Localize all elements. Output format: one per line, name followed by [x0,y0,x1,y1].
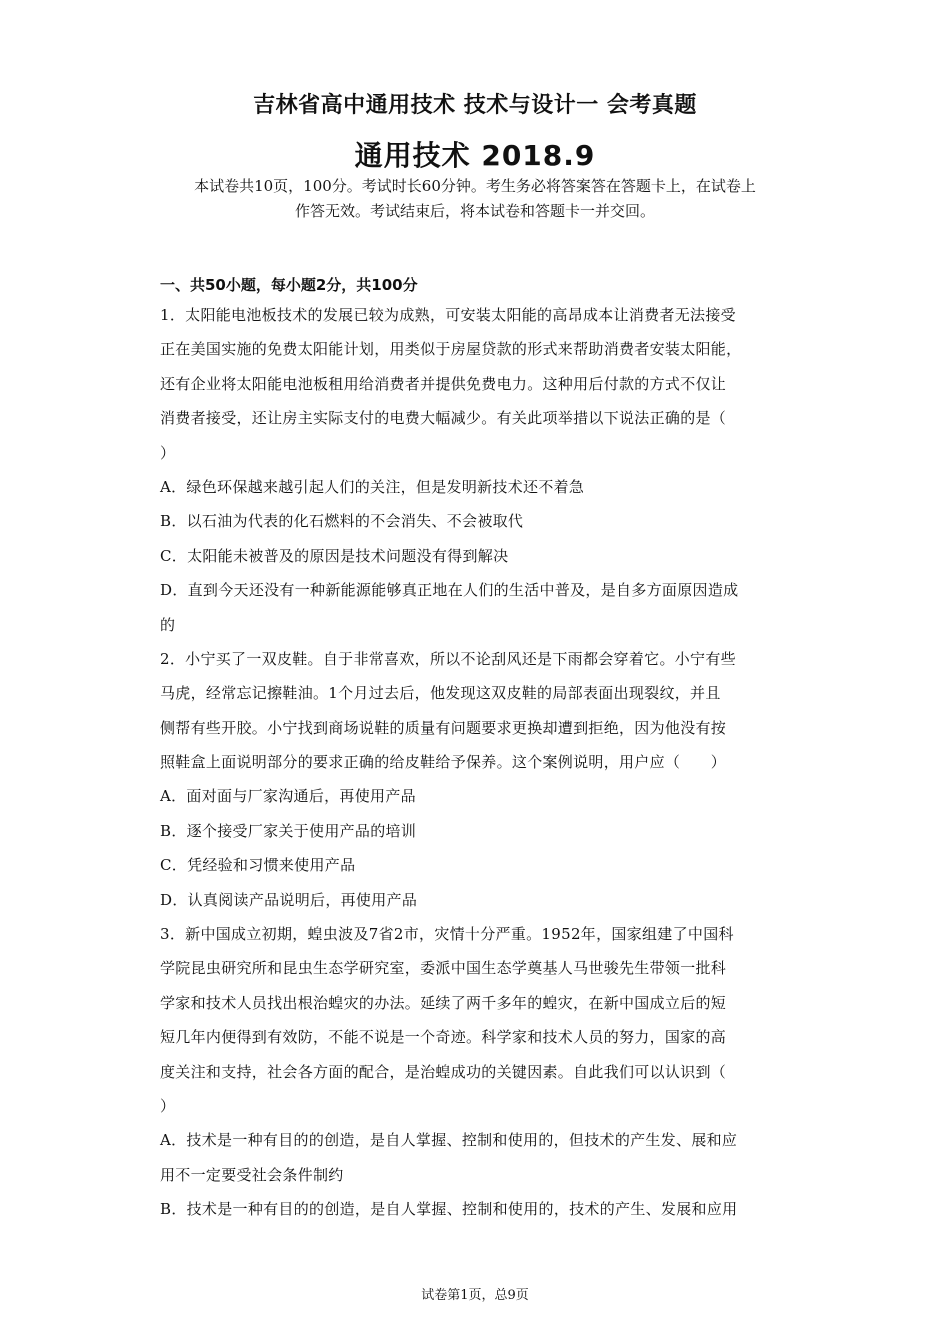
option-line: A．绿色环保越来越引起人们的关注，但是发明新技术还不着急 [160,477,585,496]
option-line: B．技术是一种有目的的创造，是自人掌握、控制和使用的，技术的产生、发展和应用 [160,1200,738,1219]
text-line: ） [160,1096,176,1115]
question-body [160,272,810,1227]
text-line: ） [160,443,176,462]
page-title: 吉林省高中通用技术 技术与设计一 会考真题 [253,93,697,118]
option-line: B．逐个接受厂家关于使用产品的培训 [160,821,417,840]
option-line: A．技术是一种有目的的创造，是自人掌握、控制和使用的，但技术的产生发、展和应 [160,1131,738,1150]
option-line: D．认真阅读产品说明后，再使用产品 [160,890,418,909]
text-line: 学家和技术人员找出根治蝗灾的办法。延续了两千多年的蝗灾，在新中国成立后的短 [160,993,727,1012]
text-line: 还有企业将太阳能电池板租用给消费者并提供免费电力。这种用后付款的方式不仅让 [160,374,727,393]
option-line: D．直到今天还没有一种新能源能够真正地在人们的生活中普及，是自多方面原因造成 [160,581,739,600]
text-line: 照鞋盒上面说明部分的要求正确的给皮鞋给予保养。这个案例说明，用户应（ ） [160,753,727,772]
text-line: 侧帮有些开胶。小宁找到商场说鞋的质量有问题要求更换却遭到拒绝，因为他没有按 [160,718,727,737]
text-line: 2．小宁买了一双皮鞋。自于非常喜欢，所以不论刮风还是下雨都会穿着它。小宁有些 [160,649,736,668]
text-line: 学院昆虫研究所和昆虫生态学研究室，委派中国生态学奠基人马世骏先生带领一批科 [160,959,727,978]
text-line: 3．新中国成立初期，蝗虫波及7省2市，灾情十分严重。1952年，国家组建了中国科 [160,925,734,944]
text-line: 1．太阳能电池板技术的发展已较为成熟，可安装太阳能的高昂成本让消费者无法接受 [160,306,736,324]
page-subtitle: 通用技术 2018.9 [354,139,596,172]
instructions-line: 作答无效。考试结束后，将本试卷和答题卡一并交回。 [294,202,655,220]
section-heading: 一、共50小题，每小题2分，共100分 [160,276,418,294]
text-line: 度关注和支持，社会各方面的配合，是治蝗成功的关键因素。自此我们可以认识到（ [160,1062,727,1081]
option-line: 的 [160,615,176,634]
text-line: 短几年内便得到有效防，不能不说是一个奇迹。科学家和技术人员的努力，国家的高 [160,1028,727,1047]
option-line: B．以石油为代表的化石燃料的不会消失、不会被取代 [160,512,524,531]
exam-instructions [150,174,800,224]
option-line: C．太阳能未被普及的原因是技术问题没有得到解决 [160,546,509,565]
option-line: C．凭经验和习惯来使用产品 [160,856,356,875]
instructions-line: 本试卷共10页，100分。考试时长60分钟。考生务必将答案答在答题卡上，在试卷上 [194,177,756,195]
text-line: 正在美国实施的免费太阳能计划，用类似于房屋贷款的形式来帮助消费者安装太阳能， [160,340,742,359]
option-line: 用不一定要受社会条件制约 [160,1165,344,1184]
text-line: 马虎，经常忘记擦鞋油。1个月过去后，他发现这双皮鞋的局部表面出现裂纹，并且 [160,684,721,703]
option-line: A．面对面与厂家沟通后，再使用产品 [160,787,416,806]
page-footer: 试卷第1页，总9页 [421,1288,529,1303]
text-line: 消费者接受，还让房主实际支付的电费大幅减少。有关此项举措以下说法正确的是（ [160,409,727,428]
